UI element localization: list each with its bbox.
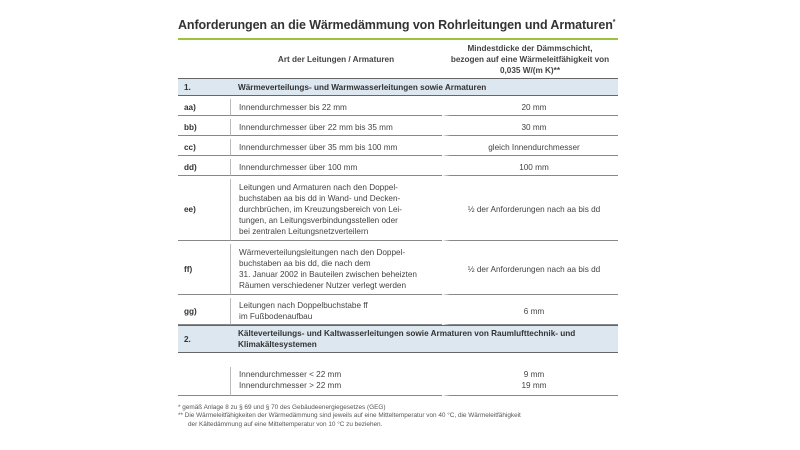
row-value: 20 mm [442, 99, 618, 116]
row-desc-line: Leitungen nach Doppelbuchstabe ff [239, 301, 368, 310]
table-row [178, 367, 618, 396]
row-desc [230, 298, 442, 325]
row-desc-line: Innendurchmesser > 22 mm [239, 381, 342, 390]
header-val [442, 40, 618, 78]
header-code [178, 40, 230, 78]
section-row [178, 325, 618, 353]
header-val-line: bezogen auf eine Wärmeleitfähigkeit von [450, 54, 610, 64]
row-desc: Innendurchmesser bis 22 mm [230, 99, 442, 116]
document [178, 12, 618, 429]
row-code: ff) [178, 244, 230, 295]
table-row [178, 139, 618, 156]
row-value-line: 19 mm [521, 381, 547, 390]
row-code: aa) [178, 99, 230, 116]
title-footnote-mark: * [612, 19, 616, 26]
section-title: Wärmeverteilungs- und Warmwasserleitungen sowie Armaturen [230, 78, 618, 96]
row-value: gleich Innendurchmesser [442, 139, 618, 156]
row-desc-line: buchstaben aa bis dd, die nach dem [239, 259, 371, 268]
header-val-line: Mindestdicke der Dämmschicht, [467, 43, 593, 53]
row-desc-line: Räumen verschiedener Nutzer verlegt werden [239, 281, 407, 290]
row-desc-line: tungen, an Leitungsverbindungsstellen oder [239, 216, 398, 225]
row-code: dd) [178, 159, 230, 176]
page-title [178, 12, 618, 34]
row-desc [230, 367, 442, 396]
table-row [178, 244, 618, 295]
table-row [178, 99, 618, 116]
row-value [442, 367, 618, 396]
row-desc-line: Innendurchmesser < 22 mm [239, 370, 342, 379]
row-desc-line: 31. Januar 2002 in Bauteilen zwischen beheizten [239, 270, 417, 279]
row-value: 100 mm [442, 159, 618, 176]
header-desc: Art der Leitungen / Armaturen [277, 54, 395, 64]
table-row [178, 298, 618, 325]
section-title-line: Kälteverteilungs- und Kaltwasserleitungen sowie Armaturen von Raumlufttechnik- und [238, 329, 576, 338]
table-row [178, 159, 618, 176]
row-code [178, 367, 230, 396]
row-code: gg) [178, 298, 230, 325]
row-desc-line: bei zentralen Leitungsnetzverteilern [239, 227, 369, 236]
row-desc-line: im Fußbodenaufbau [239, 312, 313, 321]
row-value: 6 mm [442, 298, 618, 325]
row-desc: Innendurchmesser über 35 mm bis 100 mm [230, 139, 442, 156]
row-desc-line: Leitungen und Armaturen nach den Doppel- [239, 183, 398, 192]
row-desc [230, 179, 442, 241]
table-row [178, 179, 618, 241]
row-desc-line: Wärmeverteilungsleitungen nach den Doppel- [239, 248, 406, 257]
header-val-line: 0,035 W/(m K)** [499, 65, 561, 75]
row-value-line: 9 mm [523, 370, 545, 379]
row-code: ee) [178, 179, 230, 241]
row-desc-line: buchstaben aa bis dd in Wand- und Decken- [239, 194, 401, 203]
requirements-table [178, 40, 618, 396]
section-title [230, 325, 618, 353]
footnote: * gemäß Anlage 8 zu § 69 und § 70 des Gebäudeenergiegesetzes (GEG) [178, 404, 386, 411]
row-code: cc) [178, 139, 230, 156]
table-row [178, 119, 618, 136]
section-row [178, 78, 618, 96]
footnote: der Kältedämmung auf eine Mitteltemperatur von 10 °C zu beziehen. [188, 420, 383, 428]
section-title-line: Klimakältesystemen [238, 340, 317, 349]
footnote: ** Die Wärmeleitfähigkeiten der Wärmedämmung sind jeweils auf eine Mitteltemperatur von 40 °C, die Wärmeleitfähigkeit [178, 412, 521, 420]
section-code: 2. [178, 325, 230, 353]
row-desc-line: durchbrüchen, im Kreuzungsbereich von Lei- [239, 205, 402, 214]
table-header [178, 40, 618, 78]
row-value: 30 mm [442, 119, 618, 136]
row-code: bb) [178, 119, 230, 136]
row-desc: Innendurchmesser über 100 mm [230, 159, 442, 176]
row-value: ½ der Anforderungen nach aa bis dd [442, 244, 618, 295]
title-text: Anforderungen an die Wärmedämmung von Rohrleitungen und Armaturen [178, 18, 613, 33]
section-code: 1. [178, 78, 230, 96]
row-desc [230, 244, 442, 295]
row-desc: Innendurchmesser über 22 mm bis 35 mm [230, 119, 442, 136]
row-value: ½ der Anforderungen nach aa bis dd [442, 179, 618, 241]
footnotes [178, 404, 618, 429]
